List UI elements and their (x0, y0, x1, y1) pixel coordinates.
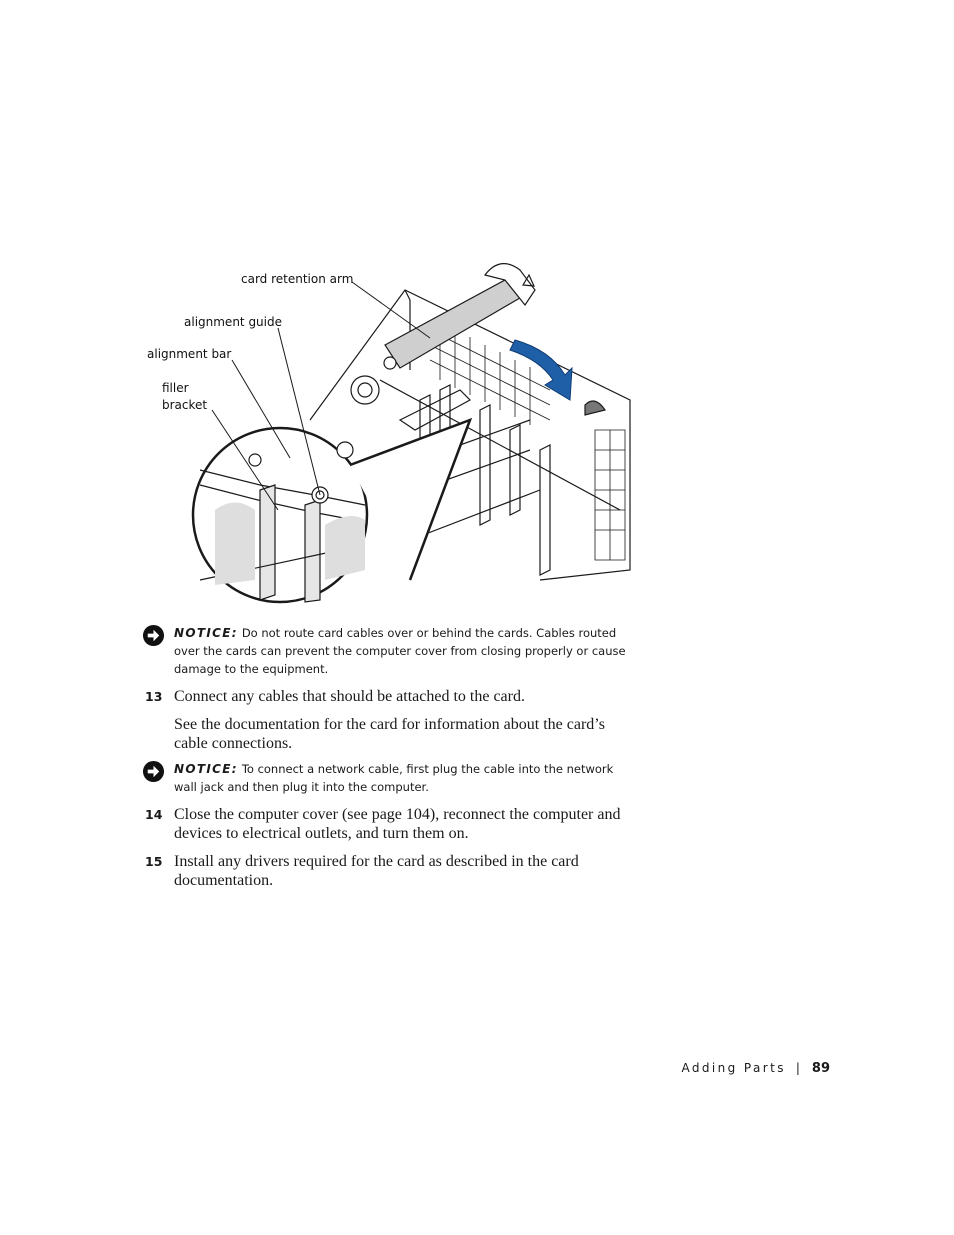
step-text: Close the computer cover (see page 104), reconnect the computer and devices to electrical outlets, and turn them on. (174, 806, 621, 842)
page-number: 89 (811, 1061, 830, 1076)
notice-body: To connect a network cable, first plug the cable into the network wall jack and then plug it into the computer. (174, 762, 614, 794)
page-footer (600, 1061, 830, 1076)
callout-alignment-bar: alignment bar (147, 347, 232, 361)
step-13 (145, 687, 635, 706)
notice-arrow-icon (142, 624, 165, 647)
step-14 (145, 805, 635, 843)
notice-label: NOTICE: (174, 626, 238, 640)
notice-label: NOTICE: (174, 762, 238, 776)
card-installation-illustration (140, 250, 640, 615)
step-number: 14 (145, 807, 163, 822)
step-text: Install any drivers required for the card as described in the card documentation. (174, 853, 579, 889)
card-installation-figure (140, 250, 640, 615)
step-text: Connect any cables that should be attached to the card. (174, 688, 525, 705)
rotation-arrow-icon (510, 340, 572, 400)
notice-arrow-icon (142, 760, 165, 783)
notice-body: Do not route card cables over or behind the cards. Cables routed over the cards can prevent the computer cover from closing properly or cause damage to the equipment. (174, 626, 626, 676)
step-number: 13 (145, 689, 163, 704)
step-13-note: See the documentation for the card for information about the card’s cable connections. (174, 716, 605, 752)
footer-separator: | (795, 1061, 800, 1075)
callout-alignment-guide: alignment guide (184, 315, 282, 329)
notice-network-cable (142, 760, 632, 796)
card-retention-arm-shape (384, 264, 535, 369)
notice-text (174, 760, 632, 796)
footer-section-title: Adding Parts (681, 1061, 786, 1075)
notice-card-cables (142, 624, 632, 678)
notice-text (174, 624, 632, 678)
step-number: 15 (145, 854, 163, 869)
step-15 (145, 852, 635, 890)
callout-bracket: bracket (162, 398, 208, 412)
callout-filler: filler (162, 381, 189, 395)
callout-card-retention-arm: card retention arm (241, 272, 354, 286)
